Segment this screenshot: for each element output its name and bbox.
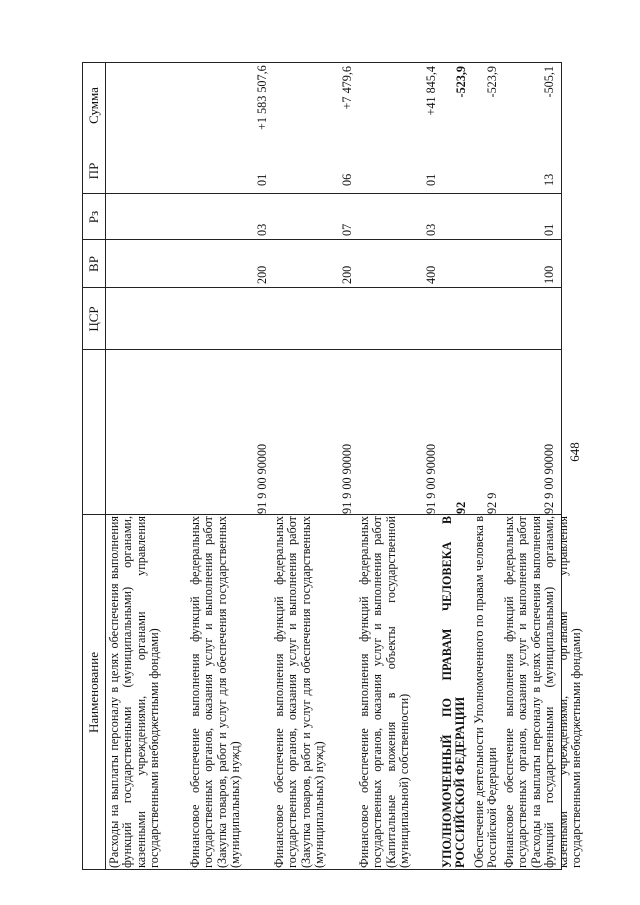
row-4-name: УПОЛНОМОЧЕННЫЙ ПО ПРАВАМ ЧЕЛОВЕКА В РОССИЙСКОЙ ФЕДЕРАЦИИ	[440, 516, 468, 868]
row-1-name: Финансовое обеспечение выполнения функций федеральных государственных органов, оказания услуг и выполнения работ (Закупка товаров, работ и услуг для обеспечения государственных (муниципальных) нужд)	[188, 516, 243, 868]
row-6-csr: 92 9 00 90000	[542, 443, 556, 514]
header-sum: Сумма	[86, 87, 101, 124]
row-6-name: Финансовое обеспечение выполнения функций федеральных государственных органов, оказания услуг и выполнения работ (Расходы на выплаты персоналу в целях обеспечения выполнения функций государственными (муниципальными) органами, казенными учреждениями, органами управления государственными внебюджетными фондами)	[502, 516, 584, 868]
header-name: Наименование	[86, 652, 101, 733]
row-6-sum: -505,1	[542, 66, 556, 98]
row-2-vr: 200	[340, 265, 354, 284]
row-1-csr: 91 9 00 90000	[255, 443, 269, 514]
row-2-name: Финансовое обеспечение выполнения функций федеральных государственных органов, оказания услуг и выполнения работ (Закупка товаров, работ и услуг для обеспечения государственных (муниципальных) нужд)	[272, 516, 327, 868]
row-5-sum: -523,9	[485, 66, 499, 98]
header-pr: ПР	[86, 162, 101, 180]
row-6-rz: 01	[542, 223, 556, 236]
row-2-csr: 91 9 00 90000	[340, 443, 354, 514]
row-1-sum: +1 583 507,6	[255, 65, 269, 130]
header-rz: Рз	[86, 210, 101, 224]
row-3-sum: +41 845,4	[424, 66, 438, 116]
row-4-sum: -523,9	[454, 66, 468, 98]
row-3-pr: 01	[424, 173, 438, 186]
row-0-name: (Расходы на выплаты персоналу в целях обеспечения выполнения функций государственными (муниципальными) органами, казенными учреждениями, органами управления государственными внебюджетными фондами)	[107, 516, 162, 868]
row-3-rz: 03	[424, 223, 438, 236]
row-1-rz: 03	[255, 223, 269, 236]
row-2-rz: 07	[340, 223, 354, 236]
header-vr: ВР	[86, 256, 101, 272]
row-2-pr: 06	[340, 173, 354, 186]
row-5-csr: 92 9	[485, 492, 499, 514]
page-number: 648	[567, 442, 582, 462]
row-3-name: Финансовое обеспечение выполнения функций федеральных государственных органов, оказания услуг и выполнения работ (Капитальные вложения в объекты государственной (муниципальной) собственности)	[357, 516, 412, 868]
row-3-vr: 400	[424, 265, 438, 284]
row-5-name: Обеспечение деятельности Уполномоченного по правам человека в Российской Федерации	[472, 516, 500, 868]
row-6-vr: 100	[542, 265, 556, 284]
header-csr: ЦСР	[86, 306, 101, 332]
row-4-csr: 92	[454, 501, 468, 514]
row-3-csr: 91 9 00 90000	[424, 443, 438, 514]
row-6-pr: 13	[542, 173, 556, 186]
row-2-sum: +7 479,6	[340, 66, 354, 110]
row-1-vr: 200	[255, 265, 269, 284]
row-1-pr: 01	[255, 173, 269, 186]
